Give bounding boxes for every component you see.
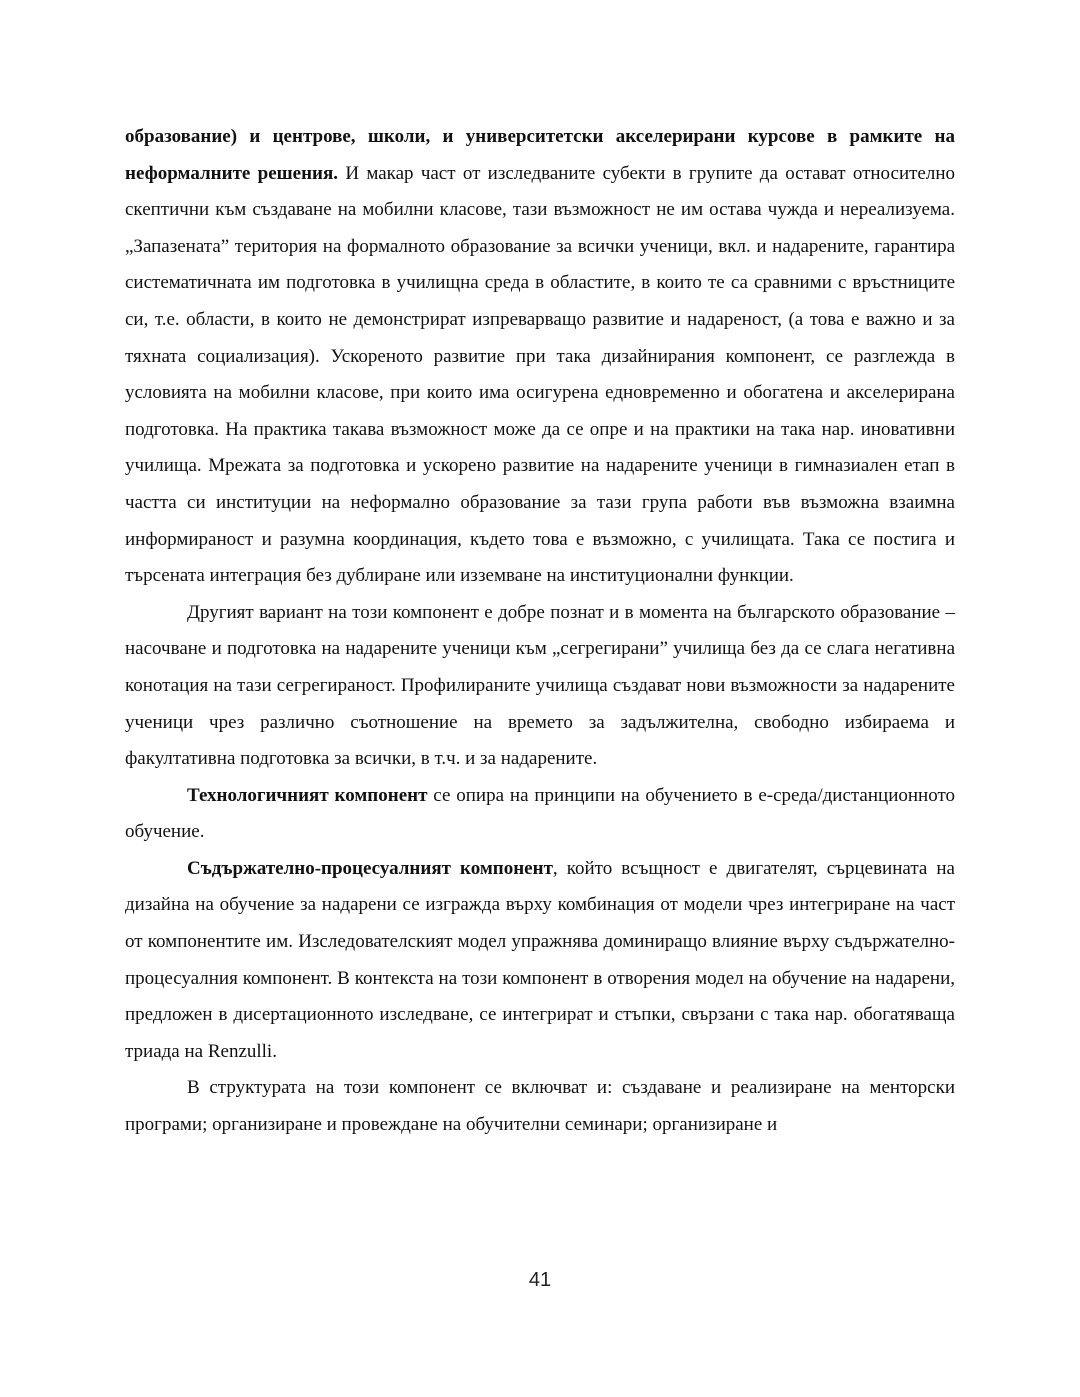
paragraph-text: И макар част от изследваните субекти в групите да остават относително скептични към създаване на мобилни класове, тази възможност не им остава чужда и нереализуема. „Запазената” територия на формалното образование за всички ученици, вкл. и надарените, гарантира систематичната им подготовка в училищна среда в областите, в които те са сравними с връстниците си, т.е. области, в които не демонстрират изпреварващо развитие и надареност, (а това е важно и за тяхната социализация). Ускореното развитие при така дизайнирания компонент, се разглежда в условията на мобилни класове, при които има осигурена едновременно и обогатена и акселерирана подготовка. На практика такава възможност може да се опре и на практики на така нар. иновативни училища. Мрежата за подготовка и ускорено развитие на надарените ученици в гимназиален етап в частта си институции на неформално образование за тази група работи във възможна взаимна информираност и разумна координация, където това е възможно, с училищата. Така се постига и търсената интеграция без дублиране или изземване на институционални функции. <box>125 162 956 587</box>
paragraph-text: се опира на принципи на обучението в е-среда/дистанционното обучение. <box>125 784 955 843</box>
bold-lead-text: Съдържателно-процесуалният компонент <box>187 857 553 879</box>
paragraph-text: В структурата на този компонент се включват и: създаване и реализиране на менторски програми; организиране и провеждане на обучителни семинари; организиране и <box>125 1077 955 1136</box>
paragraph-continuation <box>125 119 955 595</box>
paragraph-component-structure <box>125 1070 955 1143</box>
page-number: 41 <box>528 1269 552 1291</box>
bold-lead-text: Технологичният компонент <box>187 784 428 806</box>
paragraph-text: Другият вариант на този компонент е добре познат и в момента на българското образование – насочване и подготовка на надарените ученици към „сегрегирани” училища без да се слага негативна конотация на тази сегрегираност. Профилираните училища създават нови възможности за надарените ученици чрез различно съотношение на времето за задължителна, свободно избираема и факултативна подготовка за всички, в т.ч. и за надарените. <box>125 601 955 770</box>
paragraph-segregated-schools <box>125 595 955 778</box>
bold-lead-text: образование) и центрове, школи, и университетски акселерирани курсове в рамките на неформалните решения. <box>125 126 955 184</box>
paragraph-text: , който всъщност е двигателят, сърцевината на дизайна на обучение за надарени се изгражда върху комбинация от модели чрез интегриране на част от компонентите им. Изследователският модел упражнява доминиращо влияние върху съдържателно-процесуалния компонент. В контекста на този компонент в отворения модел на обучение на надарени, предложен в дисертационното изследване, се интегрират и стъпки, свързани с така нар. обогатяваща триада на Renzulli. <box>125 857 955 1062</box>
paragraph-content-process-component <box>125 851 955 1071</box>
page-body <box>125 119 955 1144</box>
paragraph-technological-component <box>125 778 955 851</box>
